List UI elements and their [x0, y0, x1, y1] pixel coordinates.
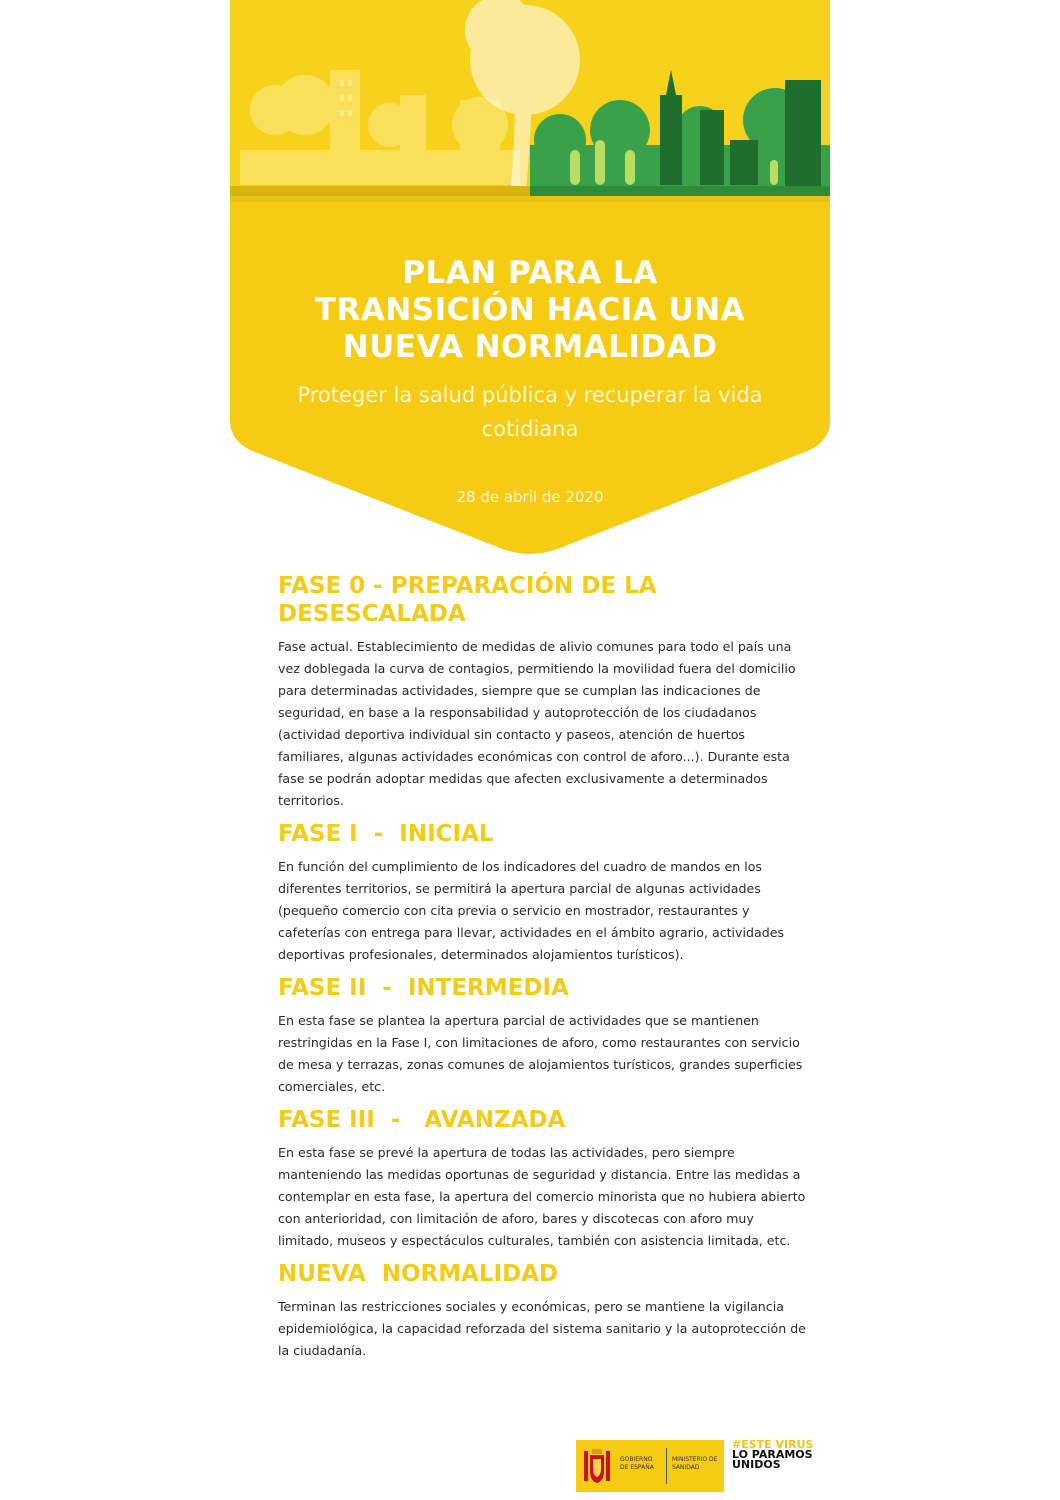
phase-2-section — [278, 974, 808, 1098]
phase-3-title: FASE III - AVANZADA — [278, 1107, 566, 1133]
campaign-slogan — [732, 1440, 816, 1470]
phase-2-title: FASE II - INTERMEDIA — [278, 975, 569, 1001]
publication-date: 28 de abril de 2020 — [456, 488, 604, 506]
title-line-2: TRANSICIÓN HACIA UNA — [314, 292, 746, 328]
slogan-line-2: LO PARAMOS UNIDOS — [732, 1448, 813, 1471]
title-line-1: PLAN PARA LA — [402, 255, 658, 291]
phase-1-text: En función del cumplimiento de los indicadores del cuadro de mandos en los diferentes territorios, se permitirá la apertura parcial de algunas actividades (pequeño comercio con cita previa o servicio en mostrador, restaurantes y cafeterías con entrega para llevar, actividades en el ámbito agrario, actividades deportivas profesionales, determinados alojamientos turísticos). — [278, 859, 785, 962]
phase-2-text: En esta fase se plantea la apertura parcial de actividades que se mantienen restringidas en la Fase I, con limitaciones de aforo, como restaurantes con servicio de mesa y terrazas, zonas comunes de alojamientos turísticos, grandes superficies comerciales, etc. — [278, 1013, 803, 1094]
phase-1-title: FASE I - INICIAL — [278, 821, 494, 847]
phase-0-title: FASE 0 - PREPARACIÓN DE LA DESESCALADA — [278, 573, 657, 627]
page-title — [230, 255, 830, 366]
phase-0-text: Fase actual. Establecimiento de medidas de alivio comunes para todo el país una vez doblegada la curva de contagios, permitiendo la movilidad fuera del domicilio para determinadas actividades, siempre que se cumplan las indicaciones de seguridad, en base a la responsabilidad y autoprotección de los ciudadanos (actividad deportiva individual sin contacto y paseos, atención de huertos familiares, algunas actividades económicas con control de aforo...). Durante esta fase se podrán adoptar medidas que afecten exclusivamente a determinados territorios. — [278, 639, 796, 808]
phases-list — [278, 572, 808, 1370]
phase-3-text: En esta fase se prevé la apertura de todas las actividades, pero siempre manteniendo las medidas oportunas de seguridad y distancia. Entre las medidas a contemplar en esta fase, la apertura del comercio minorista que no hubiera abierto con anterioridad, con limitación de aforo, bares y discotecas con aforo muy limitado, museos y espectáculos culturales, también con asistencia limitada, etc. — [278, 1145, 806, 1248]
footer-logos — [576, 1440, 816, 1492]
subtitle: Proteger la salud pública y recuperar la vida cotidiana — [297, 383, 763, 441]
new-normal-text: Terminan las restricciones sociales y económicas, pero se mantiene la vigilancia epidemiológica, la capacidad reforzada del sistema sanitario y la autoprotección de la ciudadanía. — [278, 1299, 806, 1358]
new-normal-section — [278, 1260, 808, 1362]
government-logo — [576, 1440, 724, 1492]
title-line-3: NUEVA NORMALIDAD — [342, 329, 718, 365]
phase-0-section — [278, 572, 808, 812]
header-text — [230, 255, 830, 506]
coat-of-arms-icon — [582, 1447, 612, 1485]
slogan-line-1: #ESTE VIRUS — [732, 1438, 814, 1451]
ministerio-label: MINISTERIO DE SANIDAD — [672, 1456, 718, 1471]
gobierno-label: GOBIERNO DE ESPAÑA — [620, 1456, 654, 1471]
header-banner — [230, 0, 830, 570]
phase-3-section — [278, 1106, 808, 1252]
logo-divider — [666, 1448, 667, 1484]
new-normal-title: NUEVA NORMALIDAD — [278, 1261, 559, 1287]
infographic-poster — [230, 0, 830, 1500]
phase-1-section — [278, 820, 808, 966]
